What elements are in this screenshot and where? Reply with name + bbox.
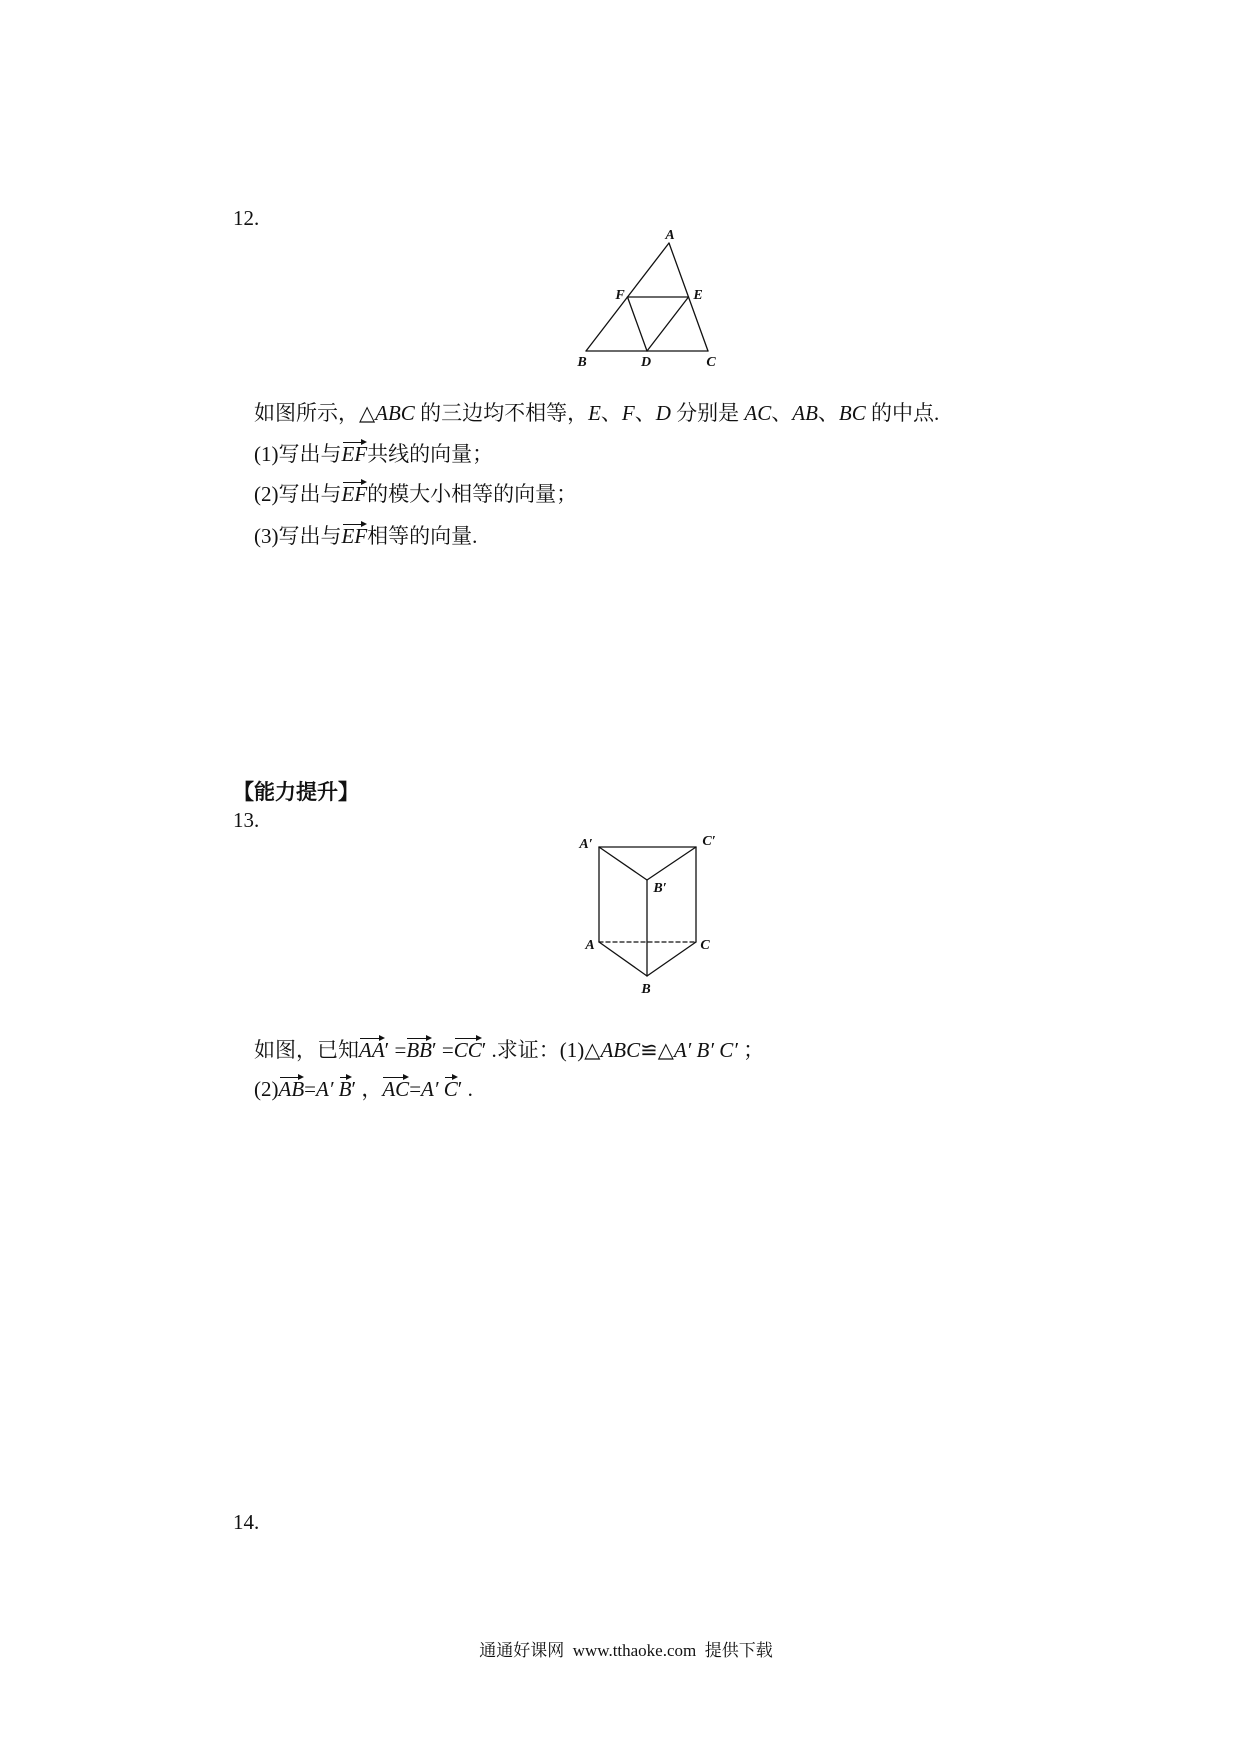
label-b: B xyxy=(577,355,587,370)
item-text: 共线的向量； xyxy=(367,442,494,466)
vector-aa: AA xyxy=(359,1038,385,1062)
edge-bc xyxy=(647,942,696,976)
math-a-prime: A′ xyxy=(421,1077,444,1101)
item-text: 相等的向量. xyxy=(367,524,478,548)
text: = xyxy=(409,1077,422,1101)
text: ′ .求证：(1)△ xyxy=(481,1038,601,1062)
text: ′ . xyxy=(457,1077,473,1101)
item-text: (3)写出与 xyxy=(254,524,342,548)
text: 如图，已知 xyxy=(254,1038,359,1062)
q12-item-1 xyxy=(233,415,494,466)
q12-item-2 xyxy=(233,455,578,506)
item-text: (1)写出与 xyxy=(254,442,342,466)
text: ′ ， xyxy=(351,1077,383,1101)
page-footer: 通通好课网 www.tthaoke.com 提供下载 xyxy=(479,1641,773,1660)
q12-intro xyxy=(233,374,940,425)
vector-b: B xyxy=(338,1077,352,1101)
edge-a1b1 xyxy=(599,847,647,880)
math-bc: BC xyxy=(838,401,866,425)
math-a-prime: A′ xyxy=(316,1077,339,1101)
text: ≌△ xyxy=(640,1038,674,1062)
text: ′ = xyxy=(432,1038,454,1062)
vector-bb: BB xyxy=(406,1038,432,1062)
item-text: (2)写出与 xyxy=(254,482,342,506)
vector-ef: EF xyxy=(341,524,368,548)
q12-item-3 xyxy=(233,497,478,548)
segment-ed xyxy=(647,297,689,351)
section-title: 【能力提升】 xyxy=(233,780,359,804)
text: = xyxy=(304,1077,316,1101)
math-abc: ABC xyxy=(375,401,415,425)
label-e: E xyxy=(693,288,703,303)
math-a1b1c1: A′ B′ C′ xyxy=(673,1038,738,1062)
math-ab: AB xyxy=(792,401,818,425)
text: 的中点. xyxy=(865,401,940,425)
text: ′ = xyxy=(384,1038,407,1062)
edge-ab xyxy=(599,942,647,976)
text: (2) xyxy=(254,1077,279,1101)
vector-c: C xyxy=(443,1077,458,1101)
label-c: C xyxy=(700,938,710,953)
text: 的三边均不相等， xyxy=(414,401,589,425)
q14-number: 14. xyxy=(233,1510,260,1534)
label-b: B xyxy=(641,982,651,997)
math-f: F xyxy=(621,401,635,425)
vector-ab: AB xyxy=(278,1077,305,1101)
q13-line-2 xyxy=(233,1050,473,1101)
text: 、 xyxy=(600,401,622,425)
label-b-prime: B′ xyxy=(653,881,667,896)
text: 、 xyxy=(817,401,839,425)
math-abc: ABC xyxy=(600,1038,641,1062)
label-f: F xyxy=(615,288,625,303)
math-ac: AC xyxy=(744,401,772,425)
math-d: D xyxy=(655,401,671,425)
label-c-prime: C′ xyxy=(702,834,716,849)
vector-ef: EF xyxy=(341,482,368,506)
label-a: A xyxy=(585,938,595,953)
q13-number: 13. xyxy=(233,808,260,832)
segment-fd xyxy=(628,297,648,351)
prism-figure xyxy=(570,825,730,1000)
math-e: E xyxy=(588,401,601,425)
label-a: A xyxy=(665,228,675,243)
label-d: D xyxy=(640,355,652,370)
label-a-prime: A′ xyxy=(579,837,593,852)
q12-number: 12. xyxy=(233,206,260,230)
text: 、 xyxy=(634,401,656,425)
item-text: 的模大小相等的向量； xyxy=(367,482,578,506)
vector-cc: CC xyxy=(453,1038,482,1062)
q13-line-1 xyxy=(233,1011,765,1062)
text: 分别是 xyxy=(670,401,745,425)
text: ； xyxy=(737,1038,765,1062)
vector-ef: EF xyxy=(341,442,368,466)
edge-b1c1 xyxy=(647,847,696,880)
text: 如图所示，△ xyxy=(254,401,376,425)
text: 、 xyxy=(771,401,793,425)
vector-ac: AC xyxy=(382,1077,410,1101)
triangle-figure xyxy=(570,225,730,375)
label-c: C xyxy=(706,355,716,370)
